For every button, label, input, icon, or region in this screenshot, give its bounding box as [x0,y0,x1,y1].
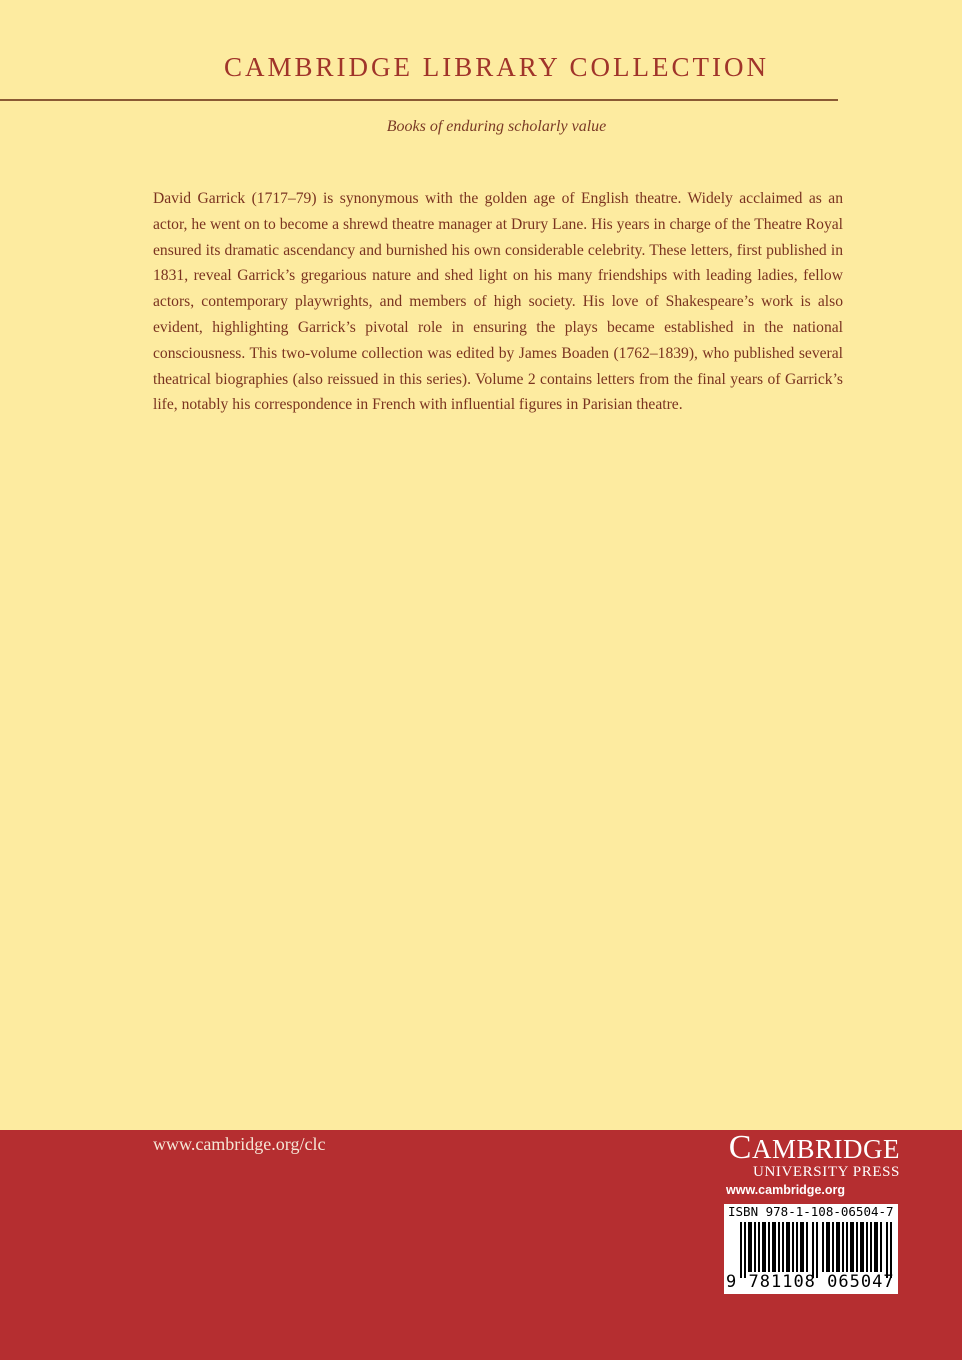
book-description: David Garrick (1717–79) is synonymous with the golden age of English theatre. Widely acclaimed as an actor, he went on to become a shrewd theatre manager at Drury Lane. His years in charge of the Theatre Royal ensured its dramatic ascendancy and burnished his own considerable celebrity. These letters, first published in 1831, reveal Garrick’s gregarious nature and shed light on his many friendships with leading ladies, fellow actors, contemporary playwrights, and members of high society. His love of Shakespeare’s work is also evident, highlighting Garrick’s pivotal role in ensuring the plays became established in the national consciousness. This two-volume collection was edited by James Boaden (1762–1839), who published several theatrical biographies (also reissued in this series). Volume 2 contains letters from the final years of Garrick’s life, notably his correspondence in French with influential figures in Parisian theatre. [153,190,843,414]
series-tagline: Books of enduring scholarly value [386,118,607,135]
publisher-url-link[interactable]: www.cambridge.org [726,1183,846,1197]
header-divider [0,99,838,101]
publisher-name: CAMBRIDGE [728,1129,900,1166]
publisher-subline: UNIVERSITY PRESS [753,1164,900,1180]
series-title: CAMBRIDGE LIBRARY COLLECTION [223,52,769,82]
isbn-barcode [724,1204,898,1294]
publisher-logo [720,1129,900,1199]
series-url-link[interactable]: www.cambridge.org/clc [153,1134,326,1154]
barcode-icon [740,1222,892,1278]
ean-digits: 9 781108 065047 [726,1272,895,1292]
isbn-label: ISBN 978-1-108-06504-7 [728,1204,894,1219]
